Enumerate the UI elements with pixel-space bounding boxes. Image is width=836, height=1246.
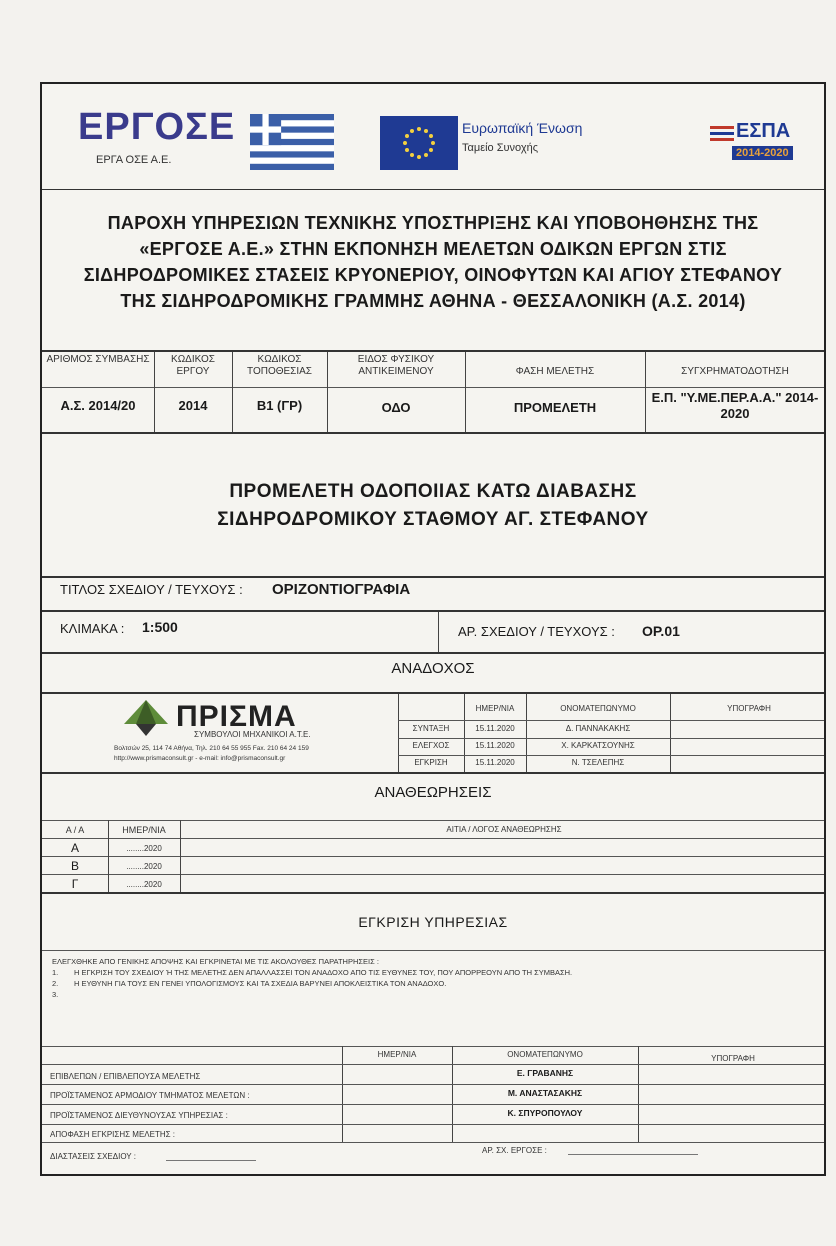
drawing-number-label: ΑΡ. ΣΧΕΔΙΟΥ / ΤΕΥΧΟΥΣ : [458, 624, 615, 639]
meta-header-project-code: ΚΩΔΙΚΟΣ ΕΡΓΟΥ [171, 354, 215, 377]
approval-col-date: ΗΜΕΡ/ΝΙΑ [377, 1050, 417, 1059]
approval-note: 3. [52, 990, 59, 999]
revision-date: ........2020 [126, 880, 162, 889]
greek-flag-icon [248, 114, 336, 170]
contractor-name: Χ. ΚΑΡΚΑΤΣΟΥΝΗΣ [561, 741, 635, 750]
ergose-drawing-no-blank [568, 1154, 698, 1155]
divider [42, 692, 824, 694]
meta-header-object-type: ΕΙΔΟΣ ΦΥΣΙΚΟΥ ΑΝΤΙΚΕΙΜΕΝΟΥ [357, 354, 435, 377]
contractor-date: 15.11.2020 [475, 741, 515, 750]
eu-title: Ευρωπαϊκή Ένωση [462, 120, 583, 136]
espa-logo: ΕΣΠΑ [736, 120, 791, 142]
contractor-web: http://www.prismaconsult.gr - e-mail: info@prismaconsult.gr [114, 755, 286, 762]
project-title [52, 478, 814, 534]
divider [42, 856, 824, 857]
main-title-line: ΠΑΡΟΧΗ ΥΠΗΡΕΣΙΩΝ ΤΕΧΝΙΚΗΣ ΥΠΟΣΤΗΡΙΞΗΣ ΚΑΙ ΥΠΟΒΟΗΘΗΣΗΣ ΤΗΣ [107, 213, 759, 233]
logo-header [42, 84, 824, 190]
contractor-role: ΕΓΚΡΙΣΗ [414, 758, 448, 767]
approval-intro: ΕΛΕΓΧΘΗΚΕ ΑΠΟ ΓΕΝΙΚΗΣ ΑΠΟΨΗΣ ΚΑΙ ΕΓΚΡΙΝΕΤΑΙ ΜΕ ΤΙΣ ΑΚΟΛΟΥΘΕΣ ΠΑΡΑΤΗΡΗΣΕΙΣ : [52, 957, 379, 966]
main-title [52, 210, 814, 314]
divider [342, 1046, 343, 1142]
contractor-date: 15.11.2020 [475, 758, 515, 767]
divider [42, 1046, 824, 1047]
prisma-logo-icon [122, 698, 170, 738]
meta-header-location-code: ΚΩΔΙΚΟΣ ΤΟΠΟΘΕΣΙΑΣ [247, 354, 312, 377]
ergose-subtitle: ΕΡΓΑ ΟΣΕ Α.Ε. [96, 154, 172, 166]
divider [42, 950, 824, 951]
ergose-logo: ΕΡΓΟΣΕ [78, 106, 236, 148]
meta-object-type-value: ΟΔΟ [381, 400, 411, 415]
contractor-col-date: ΗΜΕΡ/ΝΙΑ [475, 704, 515, 713]
revision-date: ........2020 [126, 862, 162, 871]
divider [42, 1142, 824, 1143]
approval-role: ΑΠΟΦΑΣΗ ΕΓΚΡΙΣΗΣ ΜΕΛΕΤΗΣ : [50, 1130, 176, 1139]
approval-role: ΕΠΙΒΛΕΠΩΝ / ΕΠΙΒΛΕΠΟΥΣΑ ΜΕΛΕΤΗΣ [50, 1072, 201, 1081]
divider [42, 652, 824, 654]
approval-col-sign: ΥΠΟΓΡΑΦΗ [711, 1054, 755, 1063]
revisions-heading: ΑΝΑΘΕΩΡΗΣΕΙΣ [374, 784, 492, 801]
meta-header-contract: ΑΡΙΘΜΟΣ ΣΥΜΒΑΣΗΣ [46, 354, 150, 365]
divider [42, 1124, 824, 1125]
eu-flag-icon [380, 116, 458, 170]
divider [42, 772, 824, 774]
divider [42, 892, 824, 894]
approval-name: Ε. ΓΡΑΒΑΝΗΣ [516, 1068, 574, 1078]
meta-location-code-value: Β1 (ΓΡ) [256, 398, 303, 413]
revisions-col-aa: Α / Α [65, 825, 85, 835]
divider [438, 612, 439, 652]
contractor-heading: ΑΝΑΔΟΧΟΣ [391, 660, 475, 677]
contractor-address-block [114, 744, 309, 764]
approval-col-name: ΟΝΟΜΑΤΕΠΩΝΥΜΟ [507, 1050, 583, 1059]
revision-date: ........2020 [126, 844, 162, 853]
espa-stripes-icon [710, 124, 734, 144]
divider [42, 387, 824, 388]
revision-aa: Α [70, 841, 79, 855]
contractor-role: ΣΥΝΤΑΞΗ [412, 724, 450, 733]
divider [398, 755, 824, 756]
ergose-drawing-no-label: ΑΡ. ΣΧ. ΕΡΓΟΣΕ : [482, 1146, 547, 1155]
approval-name: Κ. ΣΠΥΡΟΠΟΥΛΟΥ [507, 1108, 583, 1118]
divider [42, 576, 824, 578]
drawing-number-value: ΟΡ.01 [642, 623, 680, 639]
meta-contract-value: Α.Σ. 2014/20 [60, 398, 136, 413]
divider [42, 1084, 824, 1085]
divider [42, 838, 824, 839]
divider [398, 720, 824, 721]
revisions-col-reason: ΑΙΤΙΑ / ΛΟΓΟΣ ΑΝΑΘΕΩΡΗΣΗΣ [446, 825, 562, 834]
revisions-col-date: ΗΜΕΡ/ΝΙΑ [122, 825, 166, 835]
contractor-name: Ν. ΤΣΕΛΕΠΗΣ [571, 758, 625, 767]
main-title-line: ΣΙΔΗΡΟΔΡΟΜΙΚΕΣ ΣΤΑΣΕΙΣ ΚΡΥΟΝΕΡΙΟΥ, ΟΙΝΟΦΥΤΩΝ ΚΑΙ ΑΓΙΟΥ ΣΤΕΦΑΝΟΥ [83, 265, 783, 285]
divider [42, 610, 824, 612]
revision-aa: Γ [71, 877, 79, 891]
divider [42, 820, 824, 821]
meta-table [42, 352, 824, 432]
project-title-line: ΠΡΟΜΕΛΕΤΗ ΟΔΟΠΟΙΙΑΣ ΚΑΤΩ ΔΙΑΒΑΣΗΣ [229, 481, 637, 502]
title-block-sheet [40, 82, 826, 1176]
contractor-role: ΕΛΕΓΧΟΣ [412, 741, 450, 750]
divider [398, 738, 824, 739]
contractor-col-sign: ΥΠΟΓΡΑΦΗ [727, 704, 771, 713]
meta-funding-value: Ε.Π. "Υ.ΜΕ.ΠΕΡ.Α.Α." 2014-2020 [651, 390, 819, 421]
contractor-col-name: ΟΝΟΜΑΤΕΠΩΝΥΜΟ [560, 704, 636, 713]
dimensions-label: ΔΙΑΣΤΑΣΕΙΣ ΣΧΕΔΙΟΥ : [50, 1152, 136, 1161]
divider [465, 352, 466, 432]
drawing-title-label: ΤΙΤΛΟΣ ΣΧΕΔΙΟΥ / ΤΕΥΧΟΥΣ : [60, 582, 243, 597]
drawing-title-value: ΟΡΙΖΟΝΤΙΟΓΡΑΦΙΑ [272, 581, 411, 598]
dimensions-blank [166, 1160, 256, 1161]
meta-header-phase: ΦΑΣΗ ΜΕΛΕΤΗΣ [515, 366, 595, 377]
approval-heading: ΕΓΚΡΙΣΗ ΥΠΗΡΕΣΙΑΣ [358, 914, 508, 930]
meta-project-code-value: 2014 [178, 398, 208, 413]
approval-role: ΠΡΟΪΣΤΑΜΕΝΟΣ ΔΙΕΥΘΥΝΟΥΣΑΣ ΥΠΗΡΕΣΙΑΣ : [50, 1111, 228, 1120]
approval-note: 2. Η ΕΥΘΥΝΗ ΓΙΑ ΤΟΥΣ ΕΝ ΓΕΝΕΙ ΥΠΟΛΟΓΙΣΜΟΥΣ ΚΑΙ ΤΑ ΣΧΕΔΙΑ ΒΑΡΥΝΕΙ ΑΠΟΚΛΕΙΣΤΙΚΑ ΤΟΝ ΑΝΑΔΟΧΟ. [52, 979, 447, 988]
scale-value: 1:500 [142, 619, 178, 635]
contractor-address: Βολτσών 25, 114 74 Αθήνα, Τηλ. 210 64 55 955 Fax. 210 64 24 159 [114, 745, 309, 752]
approval-name: Μ. ΑΝΑΣΤΑΣΑΚΗΣ [507, 1088, 583, 1098]
contractor-company-sub: ΣΥΜΒΟΥΛΟΙ ΜΗΧΑΝΙΚΟΙ Α.Τ.Ε. [194, 730, 311, 739]
meta-header-funding: ΣΥΓΧΡΗΜΑΤΟΔΟΤΗΣΗ [681, 366, 789, 377]
divider [42, 432, 824, 434]
revision-aa: Β [70, 859, 79, 873]
project-title-line: ΣΙΔΗΡΟΔΡΟΜΙΚΟΥ ΣΤΑΘΜΟΥ ΑΓ. ΣΤΕΦΑΝΟΥ [217, 509, 649, 530]
contractor-name: Δ. ΠΑΝΝΑΚΑΚΗΣ [565, 724, 631, 733]
espa-years: 2014-2020 [732, 146, 793, 160]
main-title-line: «ΕΡΓΟΣΕ Α.Ε.» ΣΤΗΝ ΕΚΠΟΝΗΣΗ ΜΕΛΕΤΩΝ ΟΔΙΚΩΝ ΕΡΓΩΝ ΣΤΙΣ [139, 239, 727, 259]
eu-fund: Ταμείο Συνοχής [462, 142, 539, 154]
divider [42, 1104, 824, 1105]
approval-note: 1. Η ΕΓΚΡΙΣΗ ΤΟΥ ΣΧΕΔΙΟΥ Ή ΤΗΣ ΜΕΛΕΤΗΣ ΔΕΝ ΑΠΑΛΛΑΣΣΕΙ ΤΟΝ ΑΝΑΔΟΧΟ ΑΠΟ ΤΙΣ ΕΥΘΥΝΕΣ ΤΟΥ, ΠΟΥ ΑΠΟΡΡΕΟΥΝ ΑΠΟ ΤΗ ΣΥΜΒΑΣΗ. [52, 968, 573, 977]
divider [42, 1064, 824, 1065]
approval-notes [52, 956, 572, 1000]
contractor-company: ΠΡΙΣΜΑ [176, 700, 297, 733]
divider [645, 352, 646, 432]
main-title-line: ΤΗΣ ΣΙΔΗΡΟΔΡΟΜΙΚΗΣ ΓΡΑΜΜΗΣ ΑΘΗΝΑ - ΘΕΣΣΑΛΟΝΙΚΗ (Α.Σ. 2014) [120, 291, 746, 311]
divider [42, 874, 824, 875]
meta-phase-value: ΠΡΟΜΕΛΕΤΗ [513, 400, 597, 415]
contractor-date: 15.11.2020 [475, 724, 515, 733]
scale-label: ΚΛΙΜΑΚΑ : [60, 621, 125, 636]
approval-role: ΠΡΟΪΣΤΑΜΕΝΟΣ ΑΡΜΟΔΙΟΥ ΤΜΗΜΑΤΟΣ ΜΕΛΕΤΩΝ : [50, 1091, 250, 1100]
